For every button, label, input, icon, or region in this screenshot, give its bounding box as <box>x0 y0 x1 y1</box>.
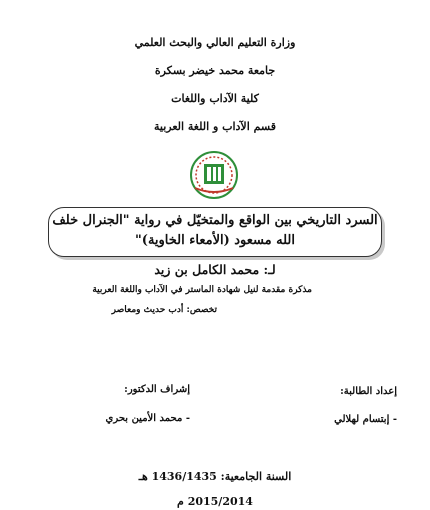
thesis-title-box <box>48 207 382 257</box>
supervisor-label: إشراف الدكتور: <box>124 384 190 395</box>
student-name: - إبتسام لهلالي <box>334 414 397 425</box>
faculty-line: كلية الآداب واللغات <box>171 92 259 105</box>
supervisor-name: - محمد الأمين بحري <box>105 413 190 424</box>
thesis-title-line-1: السرد التاريخي بين الواقع والمتخيّل في رواية "الجنرال خلف <box>52 213 378 228</box>
university-line: جامعة محمد خيضر بسكرة <box>154 64 276 77</box>
prepared-by-label: إعداد الطالبة: <box>340 386 397 397</box>
thesis-note: مذكرة مقدمة لنيل شهادة الماستر في الآداب واللغة العربية <box>92 285 312 295</box>
department-line: قسم الآداب و اللغة العربية <box>154 120 276 133</box>
academic-year-gregorian: 2015/2014 م <box>177 495 253 508</box>
thesis-title-line-2: الله مسعود (الأمعاء الخاوية)" <box>135 233 295 248</box>
university-logo-icon <box>185 150 243 200</box>
specialty-line: تخصص: أدب حديث ومعاصر <box>111 305 217 315</box>
ministry-line: وزارة التعليم العالي والبحث العلمي <box>134 36 296 49</box>
academic-year-hijri: السنة الجامعية: 1436/1435 هـ <box>138 470 292 483</box>
novel-author: لـ: محمد الكامل بن زيد <box>154 262 276 277</box>
